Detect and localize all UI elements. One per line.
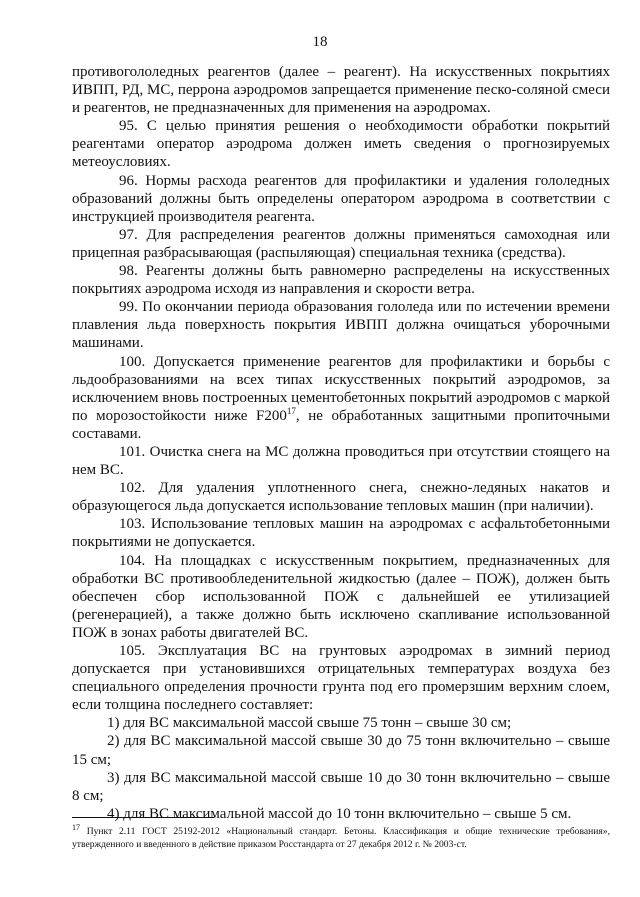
paragraph-105: 105. Эксплуатация ВС на грунтовых аэродромах в зимний период допускается при установившихся отрицательных температурах воздуха без специального определения прочности грунта под его промерзшим верхним слоем, если толщина последнего составляет: (72, 643, 610, 714)
paragraph-104: 104. На площадках с искусственным покрытием, предназначенных для обработки ВС противообледенительной жидкостью (далее – ПОЖ), должен быть обеспечен сбор использованной ПОЖ с дальнейшей ее утилизацией (регенерацией), а также должно быть исключено скапливание использованной ПОЖ в зонах работы двигателей ВС. (72, 552, 610, 641)
document-body (72, 63, 610, 823)
paragraph-99: 99. По окончании периода образования гололеда или по истечении времени плавления льда поверхность покрытия ИВПП должна очищаться уборочными машинами. (72, 299, 610, 352)
page-number: 18 (312, 34, 328, 50)
paragraph-100 (72, 353, 610, 443)
list-item-3: 3) для ВС максимальной массой свыше 10 до 30 тонн включительно – свыше 8 см; (72, 769, 610, 804)
paragraph-94-continuation: противогололедных реагентов (далее – реагент). На искусственных покрытиях ИВПП, РД, МС, перрона аэродромов запрещается применение песко-соляной смеси и реагентов, не предназначенных для применения на аэродромах. (72, 64, 610, 117)
paragraph-97: 97. Для распределения реагентов должны применяться самоходная или прицепная разбрасывающая (распыляющая) специальная техника (средства). (72, 226, 610, 261)
paragraph-102: 102. Для удаления уплотненного снега, снежно-ледяных накатов и образующегося льда допускается использование тепловых машин (при наличии). (72, 480, 610, 515)
paragraph-103: 103. Использование тепловых машин на аэродромах с асфальтобетонными покрытиями не допускается. (72, 516, 610, 551)
list-item-4: 4) для ВС максимальной массой до 10 тонн включительно – свыше 5 см. (107, 805, 572, 822)
paragraph-101: 101. Очистка снега на МС должна проводиться при отсутствии стоящего на нем ВС. (72, 443, 610, 479)
paragraph-98: 98. Реагенты должны быть равномерно распределены на искусственных покрытиях аэродрома исходя из направления и скорости ветра. (72, 263, 610, 298)
footnote-text: Пункт 2.11 ГОСТ 25192-2012 «Национальный стандарт. Бетоны. Классификация и общие технические требования», утвержденного и введенного в действие приказом Росстандарта от 27 декабря 2012 г. № 2003-ст. (72, 826, 610, 850)
paragraph-100-text: 100. Допускается применение реагентов для профилактики и борьбы с льдообразованиями на всех типах искусственных покрытий аэродромов, за исключением вновь построенных цементобетонных покрытий аэродромов с маркой по морозостойкости ниже F200 (72, 353, 610, 424)
footnote-reference[interactable]: 17 (286, 405, 296, 416)
paragraph-95: 95. С целью принятия решения о необходимости обработки покрытий реагентами оператор аэродрома должен иметь сведения о прогнозируемых метеоусловиях. (72, 118, 610, 171)
footnote (72, 822, 610, 851)
paragraph-96: 96. Нормы расхода реагентов для профилактики и удаления гололедных образований должны быть определены оператором аэродрома в соответствии с инструкцией производителя реагента. (72, 172, 610, 225)
paragraph-100-text-end: , не обработанных защитными пропиточными составами. (72, 407, 611, 442)
footnote-divider (72, 817, 214, 818)
footnote-marker: 17 (72, 822, 80, 832)
list-item-2: 2) для ВС максимальной массой свыше 30 до 75 тонн включительно – свыше 15 см; (72, 733, 610, 768)
list-item-1: 1) для ВС максимальной массой свыше 75 тонн – свыше 30 см; (107, 715, 512, 732)
